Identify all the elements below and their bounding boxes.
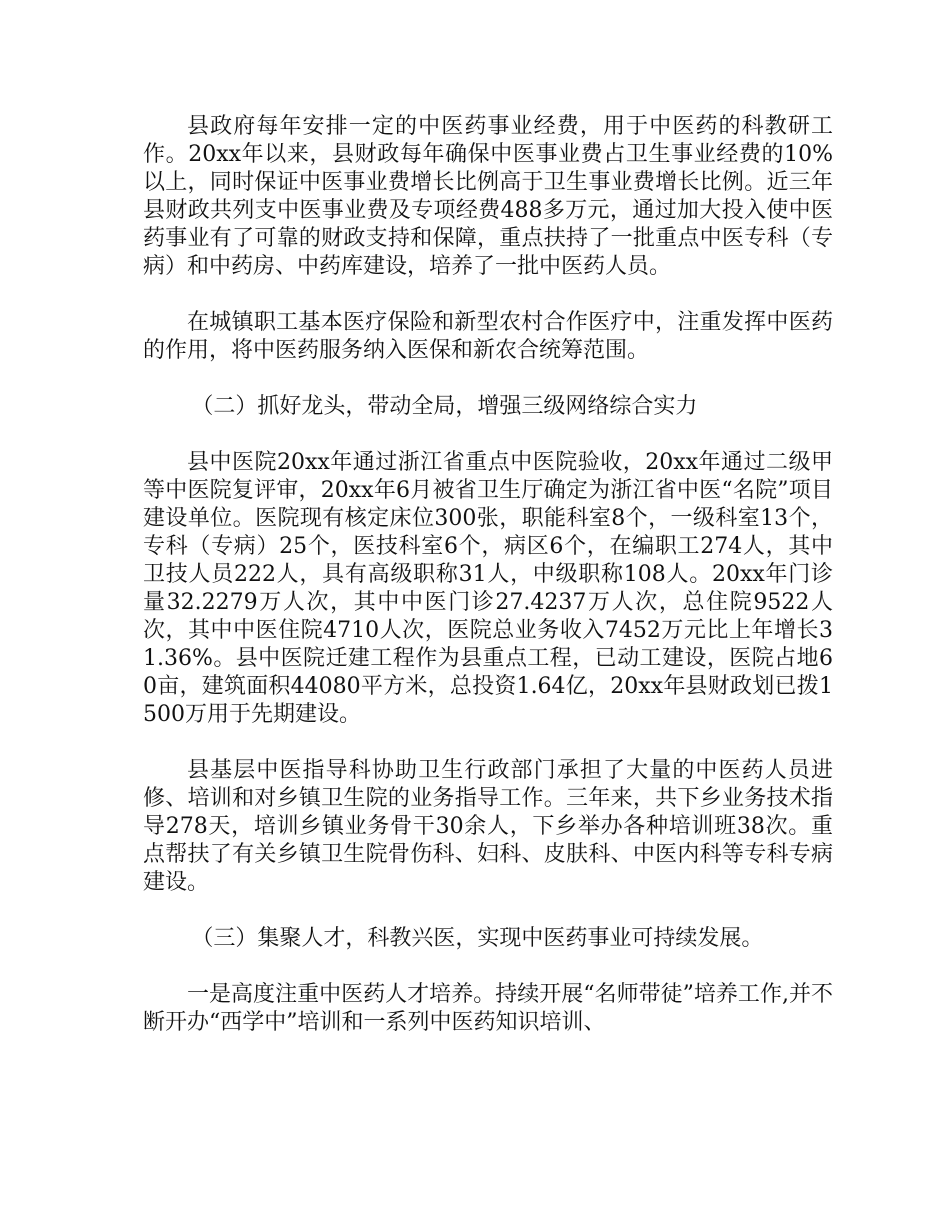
paragraph-spacer bbox=[143, 953, 833, 981]
paragraph-spacer bbox=[143, 365, 833, 393]
paragraph-hospital: 县中医院20xx年通过浙江省重点中医院验收，20xx年通过二级甲等中医院复评审，20xx年6月被省卫生厅确定为浙江省中医“名院”项目建设单位。医院现有核定床位300张，职能科室8个，一级科室13个，专科（专病）25个，医技科室6个，病区6个，在编职工274人，其中卫技人员222人，具有高级职称31人，中级职称108人。20xx年门诊量32.2279万人次，其中中医门诊27.4237万人次，总住院9522人次，其中中医住院4710人次，医院总业务收入7452万元比上年增长31.36%。县中医院迁建工程作为县重点工程，已动工建设，医院占地60亩，建筑面积44080平方米，总投资1.64亿，20xx年县财政划已拨1500万用于先期建设。 bbox=[143, 450, 833, 727]
section-heading-2: （二）抓好龙头，带动全局，增强三级网络综合实力 bbox=[191, 394, 698, 419]
paragraph-guidance: 县基层中医指导科协助卫生行政部门承担了大量的中医药人员进修、培训和对乡镇卫生院的业务指导工作。三年来，共下乡业务技术指导278天，培训乡镇业务骨干30余人，下乡举办各种培训班38次。重点帮扶了有关乡镇卫生院骨伤科、妇科、皮肤科、中医内科等专科专病建设。 bbox=[143, 758, 833, 895]
document-page bbox=[143, 113, 833, 1037]
paragraph-talent: 一是高度注重中医药人才培养。持续开展“名师带徒”培养工作,并不断开办“西学中”培训和一系列中医药知识培训、 bbox=[143, 982, 833, 1035]
paragraph-insurance: 在城镇职工基本医疗保险和新型农村合作医疗中，注重发挥中医药的作用，将中医药服务纳入医保和新农合统筹范围。 bbox=[143, 310, 833, 363]
paragraph-spacer bbox=[143, 729, 833, 757]
paragraph-spacer bbox=[143, 421, 833, 449]
section-heading-3: （三）集聚人才，科教兴医，实现中医药事业可持续发展。 bbox=[191, 926, 764, 951]
paragraph-funding: 县政府每年安排一定的中医药事业经费，用于中医药的科教研工作。20xx年以来，县财政每年确保中医事业费占卫生事业经费的10%以上，同时保证中医事业费增长比例高于卫生事业费增长比例。近三年县财政共列支中医事业费及专项经费488多万元，通过加大投入使中医药事业有了可靠的财政支持和保障，重点扶持了一批重点中医专科（专病）和中药房、中药库建设，培养了一批中医药人员。 bbox=[143, 114, 833, 279]
paragraph-spacer bbox=[143, 281, 833, 309]
paragraph-spacer bbox=[143, 897, 833, 925]
